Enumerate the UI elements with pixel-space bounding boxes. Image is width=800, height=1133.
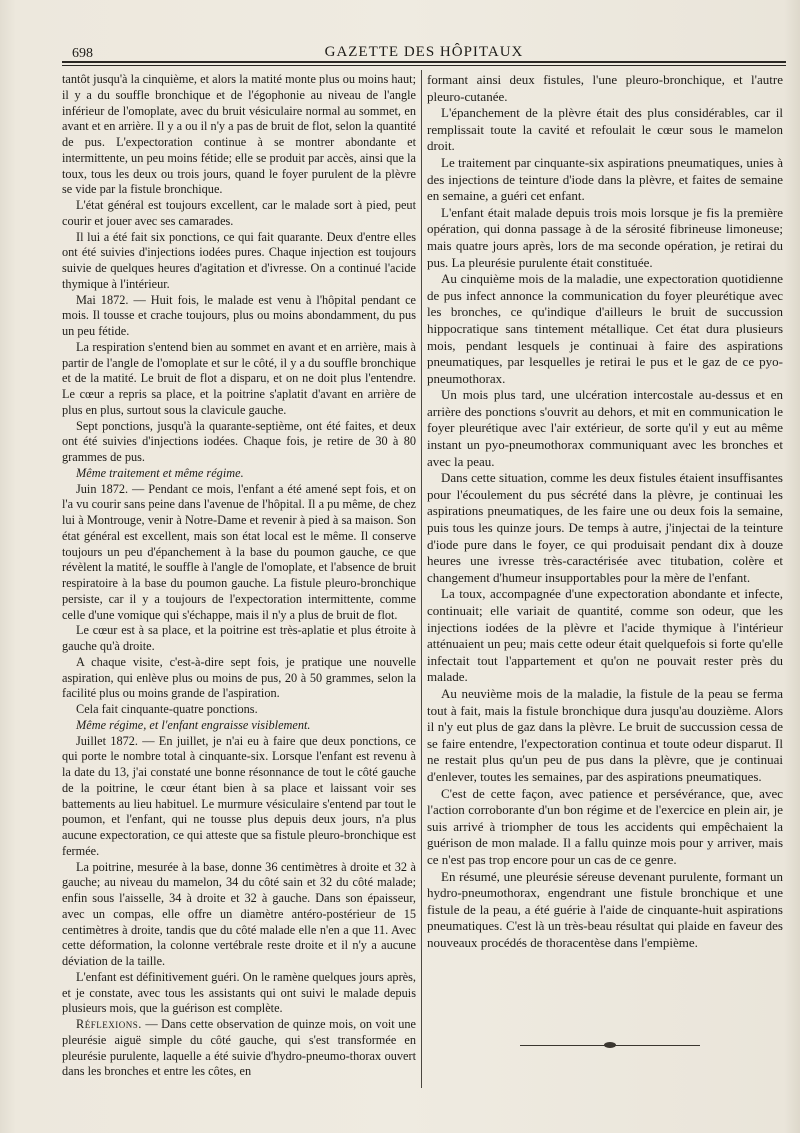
left-column (62, 72, 416, 1080)
paragraph: L'enfant était malade depuis trois mois lorsque je fis la première opération, qui donna passage à de la sérosité fibrineuse limoneuse; mais quatre jours après, lors de ma seconde opération, je retirai du pus. La pleurésie purulente était constituée. (427, 204, 783, 270)
reflexions-text: — Dans cette observation de quinze mois, on voit une pleurésie aiguë simple du côté gauche, qui s'est transformée en pleurésie purulente, laquelle a été suivie d'hydro-pneumo-thorax ouvert dans les bronches et entre les côtes, en (62, 1017, 416, 1079)
header-rule (62, 61, 786, 63)
paragraph: Cela fait cinquante-quatre ponctions. (76, 702, 258, 716)
paragraph-heading: Même traitement et même régime. (76, 465, 244, 480)
page-number: 698 (72, 46, 93, 61)
paragraph: Mai 1872. — Huit fois, le malade est venu à l'hôpital pendant ce mois. Il tousse et crache toujours, plus ou moins abondamment, du pus un peu fétide. (62, 292, 416, 338)
right-column (427, 72, 783, 951)
end-ornament (520, 1042, 700, 1048)
paragraph: C'est de cette façon, avec patience et persévérance, que, avec l'action corroborante d'un bon régime et de l'exercice en plein air, je suis arrivé à triompher de tous les accidents qui empêchaient la guérison de mon malade. Il a fallu quinze mois pour y arriver, mais ce n'est pas trop encore pour un cas de ce genre. (427, 785, 783, 867)
paragraph: L'état général est toujours excellent, car le malade sort à pied, peut courir et jouer avec ses camarades. (62, 198, 416, 228)
paragraph: Au cinquième mois de la maladie, une expectoration quotidienne de pus infect annonce la communication du foyer pleurétique avec les bronches, ce qu'indique d'ailleurs le bruit de succussion hippocratique sans tintement métallique. Cet état dura plusieurs mois, pendant lesquels je continuai à faire des aspirations pneumatiques, par lesquelles je retirai le pus et le gaz de ce pyo-pneumothorax. (427, 271, 783, 386)
paragraph: Le traitement par cinquante-six aspirations pneumatiques, unies à des injections de teinture d'iode dans la plèvre, et faites de semaine en semaine, a guéri cet enfant. (427, 154, 783, 204)
paragraph (62, 1017, 416, 1080)
paragraph: Dans cette situation, comme les deux fistules étaient insuffisantes pour l'écoulement du pus sécrété dans la plèvre, je continuai les aspirations pneumatiques, de les faire une ou deux fois la semaine, puis tous les quinze jours. De temps à autre, j'injectai de la teinture d'iode pure dans le foyer, ce qui produisait pendant dix à douze heures une ivresse très-caractérisée avec titubation, colère et changement d'humeur insupportables pour la mère de l'enfant. (427, 470, 783, 585)
paragraph: Le cœur est à sa place, et la poitrine est très-aplatie et plus étroite à gauche qu'à droite. (62, 623, 416, 653)
reflexions-label: Réflexions. (76, 1017, 142, 1031)
paragraph: Un mois plus tard, une ulcération intercostale au-dessus et en arrière des ponctions s'ouvrit au dehors, et mit en communication le foyer pleurétique avec l'air extérieur, de sorte qu'il y eut au même instant un pyo-pneumothorax communiquant avec les bronches et avec la peau. (427, 387, 783, 469)
journal-title: GAZETTE DES HÔPITAUX (324, 44, 524, 60)
paragraph: Au neuvième mois de la maladie, la fistule de la peau se ferma tout à fait, mais la fistule bronchique dura jusqu'au douzième. Alors il n'y eut plus de gaz dans la plèvre. Le bruit de succussion cessa de se faire entendre, l'expectoration continua et toute odeur disparut. Il ne restait plus qu'un peu de pus dans la plèvre, que je continuai d'enlever, toutes les semaines, par des aspirations pneumatiques. (427, 685, 783, 784)
paragraph: Juin 1872. — Pendant ce mois, l'enfant a été amené sept fois, et on l'a vu courir sans peine dans l'avenue de l'hôpital. Il a pu même, de chez lui à Montrouge, venir à Notre-Dame et revenir à pied à sa maison. Son état général est excellent, mais son état local est le même. Il conserve toujours un peu d'épanchement à la base du poumon gauche, ce que révèlent la matité, le souffle à l'angle de l'omoplate, et l'absence de bruit respiratoire à la base du poumon gauche. La fistule pleuro-bronchique persiste, car il y a toujours de l'expectoration intermittente, comme celle d'une vomique qui s'échappe, mais il n'y a plus de bruit de flot. (62, 481, 417, 622)
paragraph: La toux, accompagnée d'une expectoration abondante et infecte, continuait; elle variait de quantité, comme son odeur, que les injections iodées de la plèvre et l'acide thymique à l'intérieur atténuaient un peu; mais cette odeur était quelquefois si forte qu'elle infectait tout l'appartement et qu'on ne pouvait rester près du malade. (427, 586, 783, 685)
paragraph-heading: Même régime, et l'enfant engraisse visiblement. (76, 717, 311, 732)
paragraph: tantôt jusqu'à la cinquième, et alors la matité monte plus ou moins haut; il y a du souffle bronchique et de l'égophonie au niveau de l'angle inférieur de l'omoplate, avec du bruit vésiculaire normal au sommet, en avant et en arrière. Il y a ou il n'y a pas de bruit de flot, selon la quantité de pus. L'expectoration continue à se montrer abondante et intermittente, un peu moins fétide; elle se produit par accès, ainsi que la toux, tous les deux ou trois jours, quand le foyer purulent de la plèvre se vide par la fistule bronchique. (62, 72, 416, 197)
paragraph: En résumé, une pleurésie séreuse devenant purulente, formant un hydro-pneumothorax, engendrant une fistule bronchique et une fistule de la peau, a été guérie à l'aide de cinquante-huit aspirations pneumatiques. C'est là un très-beau résultat qui plaide en faveur des nouveaux procédés de thoracentèse dans l'empième. (427, 868, 783, 950)
paragraph: formant ainsi deux fistules, l'une pleuro-bronchique, et l'autre pleuro-cutanée. (427, 72, 783, 104)
column-divider (421, 70, 422, 1088)
paragraph: A chaque visite, c'est-à-dire sept fois, je pratique une nouvelle aspiration, qui enlève plus ou moins de pus, 20 à 50 grammes, selon la facilité plus ou moins grande de l'aspiration. (62, 654, 416, 701)
paragraph: Sept ponctions, jusqu'à la quarante-septième, ont été faites, et deux ont été suivies d'injections iodées. Chaque fois, je retire de 30 à 80 grammes de pus. (62, 418, 416, 464)
paragraph: Il lui a été fait six ponctions, ce qui fait quarante. Deux d'entre elles ont été suivies d'injections iodées pures. Chaque injection est toujours suivie de quelques heures d'agitation et d'ivresse. On a continué l'acide thymique à l'intérieur. (62, 229, 416, 291)
paragraph: L'épanchement de la plèvre était des plus considérables, car il remplissait toute la cavité et refoulait le cœur sous le mamelon droit. (427, 105, 783, 154)
paragraph: La poitrine, mesurée à la base, donne 36 centimètres à droite et 32 à gauche; au niveau du mamelon, 34 du côté sain et 32 du côté malade; enfin sous l'aisselle, 34 à droite et 32 à gauche. Dans son épaisseur, avec un compas, elle offre un diamètre antéro-postérieur de 15 centimètres à droite, tandis que du côté malade elle n'en a que 11. Avec cette déformation, la colonne vertébrale reste droite et il n'y a aucune déviation de la taille. (62, 859, 416, 968)
paragraph: L'enfant est définitivement guéri. On le ramène quelques jours après, et je constate, avec tous les assistants qui ont suivi le malade depuis plusieurs mois, que la guérison est complète. (62, 969, 416, 1016)
header-rule-thin (62, 65, 786, 66)
paragraph: La respiration s'entend bien au sommet en avant et en arrière, mais à partir de l'angle de l'omoplate et sur le côté, il y a du souffle bronchique et de la matité. Le bruit de flot a disparu, et on ne doit plus l'entendre. Le cœur a repris sa place, et la poitrine s'aplatit d'avant en arrière de plus en plus, surtout sous la clavicule gauche. (62, 339, 416, 417)
page-header (58, 40, 790, 62)
paragraph: Juillet 1872. — En juillet, je n'ai eu à faire que deux ponctions, ce qui porte le nombre total à cinquante-six. Lorsque l'enfant est revenu à la date du 13, j'ai constaté une bonne résonnance de tout le côté gauche de la poitrine, le cœur étant bien à sa place et laissant voir ses battements au lieu habituel. Le murmure vésiculaire s'entend par tout le poumon, et l'enfant, qui ne tousse plus depuis deux jours, n'a plus aucune expectoration, ce qui atteste que sa fistule pleuro-bronchique est fermée. (62, 733, 416, 858)
